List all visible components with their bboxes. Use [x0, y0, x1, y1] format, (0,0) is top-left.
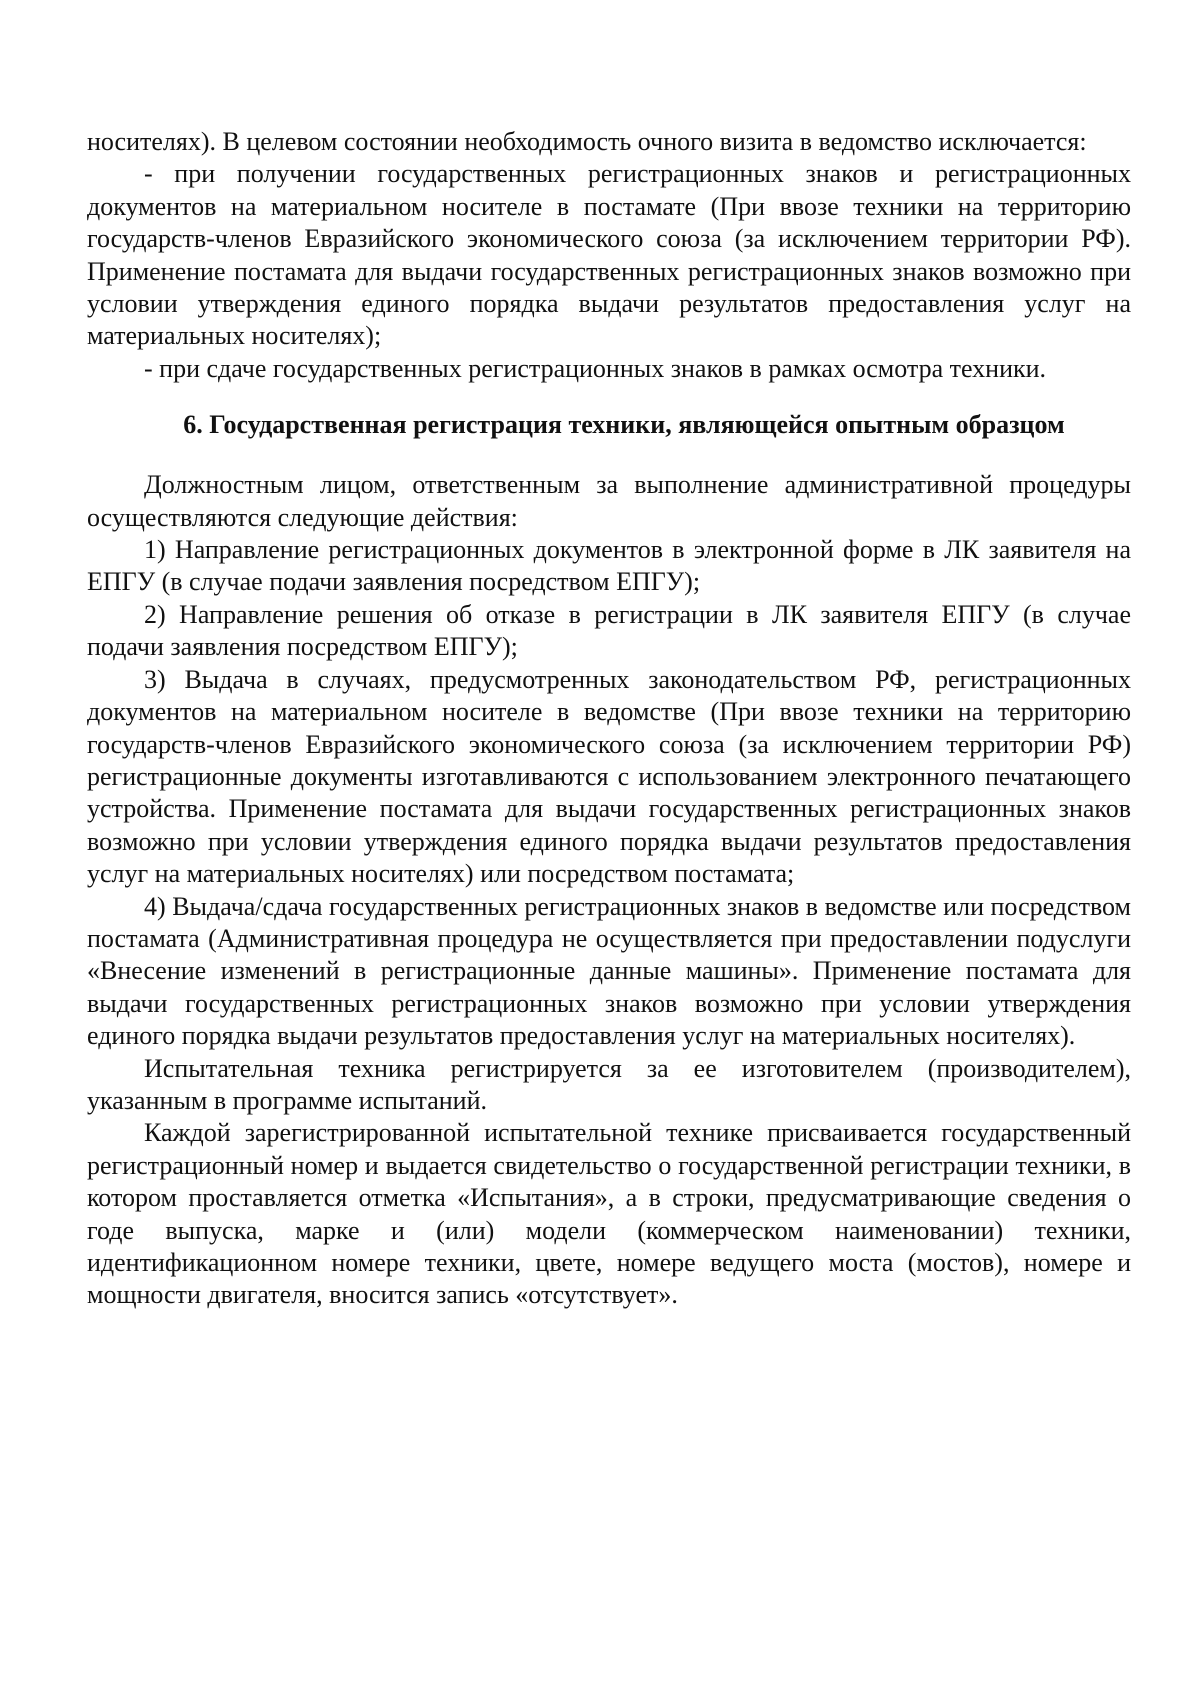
paragraph-intro: носителях). В целевом состоянии необходимость очного визита в ведомство исключается:	[87, 127, 1087, 156]
paragraph-bullet-inspection: - при сдаче государственных регистрационных знаков в рамках осмотра техники.	[144, 353, 1047, 383]
paragraph-step-3: 3) Выдача в случаях, предусмотренных законодательством РФ, регистрационных документов на материальном носителе в ведомстве (При ввозе техники на территорию государств-членов Евразийского экономического союза (за исключением территории РФ) регистрационные документы изготавливаются с использованием электронного печатающего устройства. Применение постамата для выдачи государственных регистрационных знаков возможно при условии утверждения единого порядка выдачи результатов предоставления услуг на материальных носителях) или посредством постамата;	[87, 664, 1131, 889]
section-heading: 6. Государственная регистрация техники, являющейся опытным образцом	[183, 410, 1065, 440]
paragraph-step-4: 4) Выдача/сдача государственных регистрационных знаков в ведомстве или посредством постамата (Административная процедура не осуществляется при предоставлении подуслуги «Внесение изменений в регистрационные данные машины». Применение постамата для выдачи государственных регистрационных знаков возможно при условии утверждения единого порядка выдачи результатов предоставления услуг на материальных носителях).	[87, 891, 1131, 1051]
paragraph-bullet-postamat: - при получении государственных регистрационных знаков и регистрационных документов на материальном носителе в постамате (При ввозе техники на территорию государств-членов Евразийского экономического союза (за исключением территории РФ). Применение постамата для выдачи государственных регистрационных знаков возможно при условии утверждения единого порядка выдачи результатов предоставления услуг на материальных носителях);	[87, 159, 1131, 351]
paragraph-certificate: Каждой зарегистрированной испытательной технике присваивается государственный регистрационный номер и выдается свидетельство о государственной регистрации техники, в котором проставляется отметка «Испытания», а в строки, предусматривающие сведения о годе выпуска, марке и (или) модели (коммерческом наименовании) техники, идентификационном номере техники, цвете, номере ведущего моста (мостов), номере и мощности двигателя, вносится запись «отсутствует».	[87, 1118, 1131, 1310]
paragraph-step-1: 1) Направление регистрационных документов в электронной форме в ЛК заявителя на ЕПГУ (в случае подачи заявления посредством ЕПГУ);	[87, 535, 1131, 597]
paragraph-step-2: 2) Направление решения об отказе в регистрации в ЛК заявителя ЕПГУ (в случае подачи заявления посредством ЕПГУ);	[87, 599, 1131, 662]
paragraph-official-actions: Должностным лицом, ответственным за выполнение административной процедуры осуществляются следующие действия:	[87, 470, 1131, 532]
document-page	[87, 126, 1131, 1312]
paragraph-test-registration: Испытательная техника регистрируется за ее изготовителем (производителем), указанным в программе испытаний.	[87, 1053, 1131, 1115]
